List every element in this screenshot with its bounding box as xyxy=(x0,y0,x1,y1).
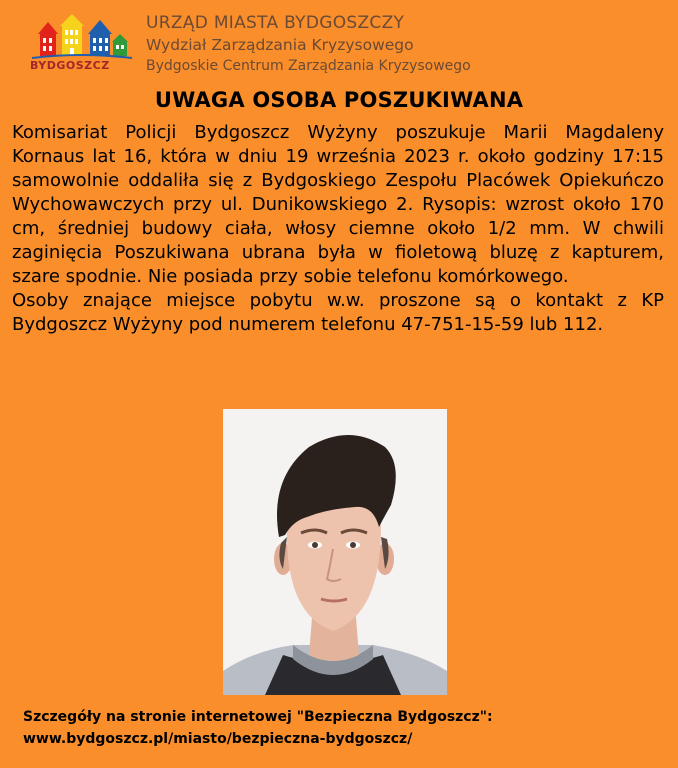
red-house-icon xyxy=(38,22,58,56)
contact-paragraph: Osoby znające miejsce pobytu w.w. proszone są o kontakt z KP Bydgoszcz Wyżyny pod numerem telefonu 47-751-15-59 lub 112. xyxy=(12,290,664,335)
city-hall-name: URZĄD MIASTA BYDGOSZCZY xyxy=(146,13,405,33)
logo-wordmark: BYDGOSZCZ xyxy=(30,59,110,72)
center-name: Bydgoskie Centrum Zarządzania Kryzysowego xyxy=(146,58,471,74)
notice-body xyxy=(12,121,664,337)
footer xyxy=(23,706,493,750)
department-name: Wydział Zarządzania Kryzysowego xyxy=(146,36,414,54)
footer-details-label: Szczegóły na stronie internetowej "Bezpieczna Bydgoszcz": xyxy=(23,709,493,725)
description-paragraph: Komisariat Policji Bydgoszcz Wyżyny poszukuje Marii Magdaleny Kornaus lat 16, która w dniu 19 września 2023 r. około godziny 17:15 samowolnie oddaliła się z Bydgoskiego Zespołu Placówek Opiekuńczo Wychowawczych przy ul. Dunikowskiego 2. Rysopis: wzrost około 170 cm, średniej budowy ciała, włosy ciemne około 1/2 mm. W chwili zaginięcia Poszukiwana ubrana była w fioletową bluzę z kapturem, szare spodnie. Nie posiada przy sobie telefonu komórkowego. xyxy=(12,122,664,287)
organization-header xyxy=(146,12,471,77)
yellow-house-icon xyxy=(60,14,84,56)
footer-url[interactable]: www.bydgoszcz.pl/miasto/bezpieczna-bydgoszcz/ xyxy=(23,731,413,747)
missing-person-photo xyxy=(223,409,447,695)
page-title: UWAGA OSOBA POSZUKIWANA xyxy=(154,88,524,112)
green-house-icon xyxy=(112,34,128,56)
blue-house-icon xyxy=(88,20,112,56)
